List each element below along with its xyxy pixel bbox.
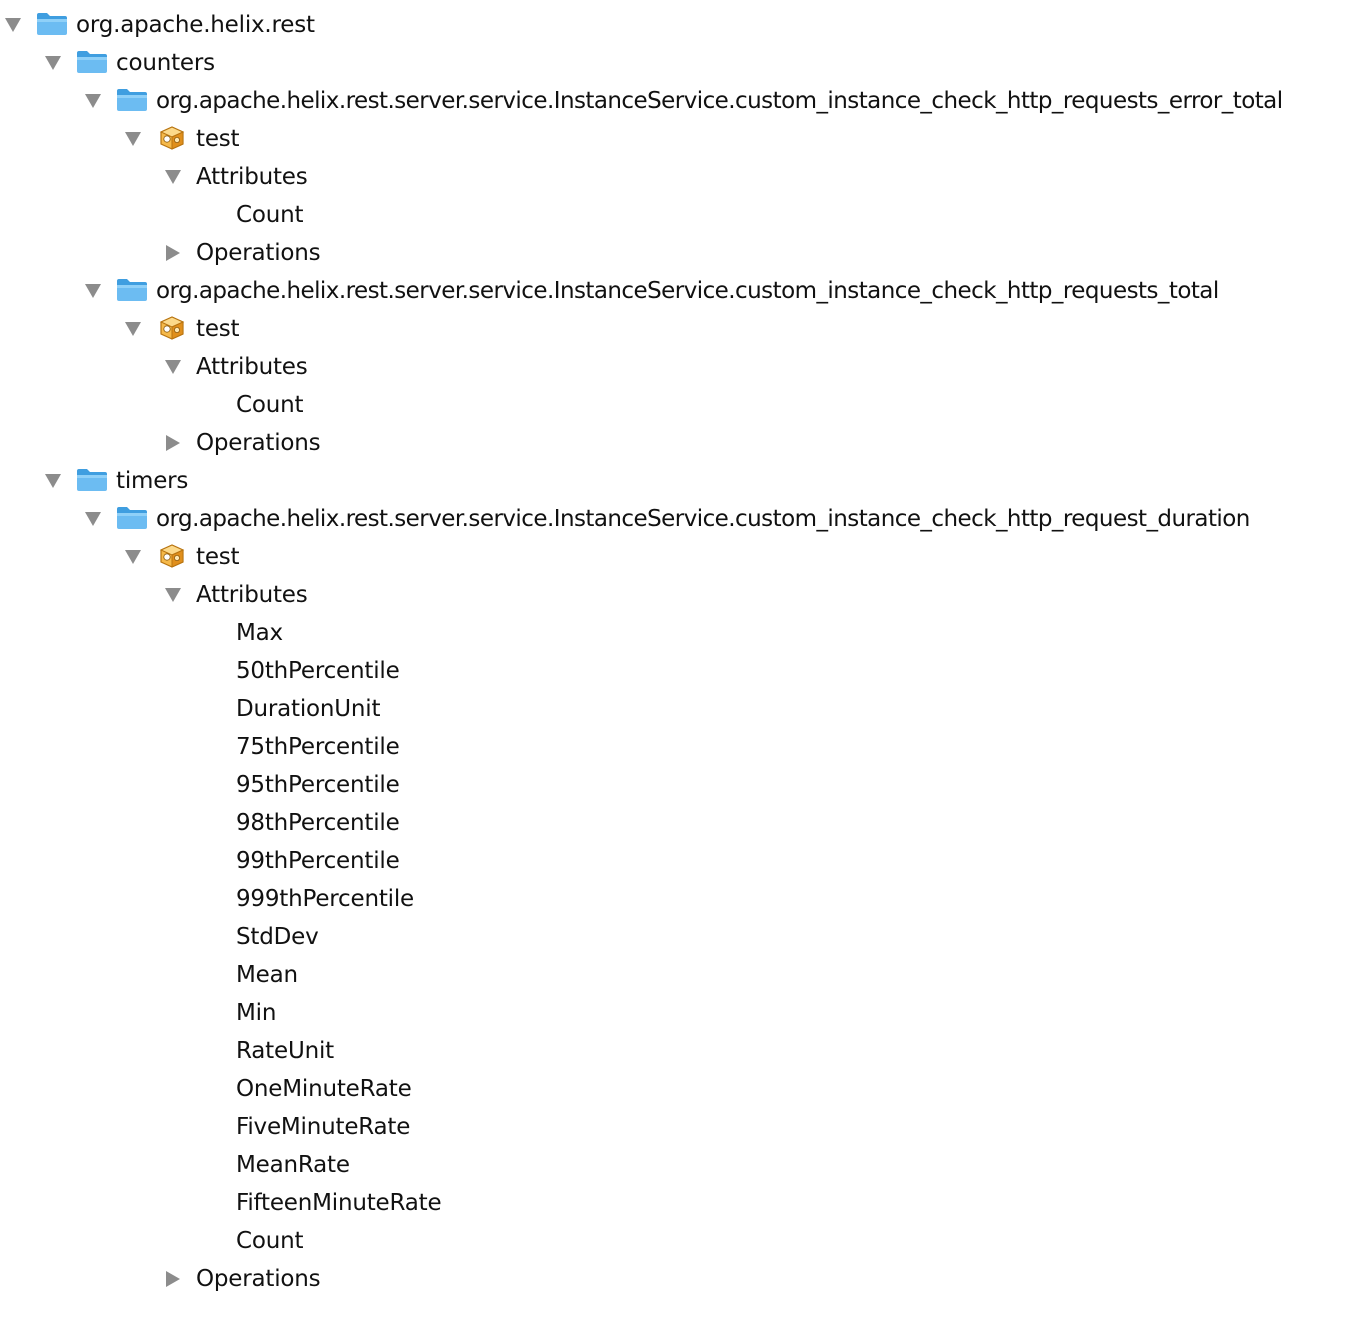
tree-node-label: org.apache.helix.rest.server.service.InstanceService.custom_instance_check_http_request_duration: [156, 506, 1250, 532]
tree-node-label: org.apache.helix.rest: [76, 12, 315, 38]
attribute-label: 999thPercentile: [236, 886, 414, 912]
tree-node-request-duration[interactable]: [0, 500, 1360, 538]
attribute-label: 95thPercentile: [236, 772, 400, 798]
tree-leaf-attribute[interactable]: [0, 766, 1360, 804]
expanded-triangle-icon[interactable]: [84, 511, 102, 527]
tree-leaf-attribute[interactable]: [0, 1222, 1360, 1260]
tree-node-bean[interactable]: [0, 120, 1360, 158]
tree-node-requests-total[interactable]: [0, 272, 1360, 310]
tree-node-label: Operations: [196, 430, 321, 456]
attribute-label: Count: [236, 202, 304, 228]
folder-icon: [36, 11, 68, 37]
tree-node-root[interactable]: [0, 6, 1360, 44]
tree-node-timers[interactable]: [0, 462, 1360, 500]
tree-node-label: Attributes: [196, 354, 308, 380]
attribute-label: MeanRate: [236, 1152, 350, 1178]
tree-leaf-attribute[interactable]: [0, 1146, 1360, 1184]
collapsed-triangle-icon[interactable]: [164, 435, 182, 451]
tree-leaf-attribute[interactable]: [0, 690, 1360, 728]
attribute-label: FiveMinuteRate: [236, 1114, 411, 1140]
mbean-cube-icon: [158, 125, 190, 151]
tree-leaf-attribute[interactable]: [0, 196, 1360, 234]
tree-node-label: Attributes: [196, 582, 308, 608]
tree-node-attributes[interactable]: [0, 348, 1360, 386]
tree-leaf-attribute[interactable]: [0, 728, 1360, 766]
tree-node-bean[interactable]: [0, 538, 1360, 576]
collapsed-triangle-icon[interactable]: [164, 245, 182, 261]
attribute-label: Count: [236, 1228, 304, 1254]
expanded-triangle-icon[interactable]: [164, 359, 182, 375]
attribute-label: FifteenMinuteRate: [236, 1190, 442, 1216]
tree-node-attributes[interactable]: [0, 576, 1360, 614]
tree-node-operations[interactable]: [0, 234, 1360, 272]
folder-icon: [116, 87, 148, 113]
folder-icon: [76, 49, 108, 75]
tree-leaf-attribute[interactable]: [0, 386, 1360, 424]
attribute-label: Max: [236, 620, 283, 646]
tree-node-label: counters: [116, 50, 215, 76]
tree-node-error-total[interactable]: [0, 82, 1360, 120]
expanded-triangle-icon[interactable]: [164, 587, 182, 603]
mbean-cube-icon: [158, 543, 190, 569]
folder-icon: [76, 467, 108, 493]
attribute-label: 98thPercentile: [236, 810, 400, 836]
attribute-label: OneMinuteRate: [236, 1076, 412, 1102]
attribute-label: StdDev: [236, 924, 319, 950]
expanded-triangle-icon[interactable]: [124, 131, 142, 147]
tree-node-label: Attributes: [196, 164, 308, 190]
tree-leaf-attribute[interactable]: [0, 652, 1360, 690]
tree-node-label: test: [196, 316, 240, 342]
tree-node-label: Operations: [196, 240, 321, 266]
tree-node-counters[interactable]: [0, 44, 1360, 82]
expanded-triangle-icon[interactable]: [124, 549, 142, 565]
tree-leaf-attribute[interactable]: [0, 994, 1360, 1032]
tree-leaf-attribute[interactable]: [0, 1070, 1360, 1108]
tree-node-operations[interactable]: [0, 424, 1360, 462]
expanded-triangle-icon[interactable]: [84, 93, 102, 109]
attribute-label: Min: [236, 1000, 277, 1026]
tree-node-label: org.apache.helix.rest.server.service.InstanceService.custom_instance_check_http_requests_total: [156, 278, 1219, 304]
tree-node-label: timers: [116, 468, 189, 494]
tree-leaf-attribute[interactable]: [0, 614, 1360, 652]
tree-node-attributes[interactable]: [0, 158, 1360, 196]
expanded-triangle-icon[interactable]: [124, 321, 142, 337]
attribute-label: 50thPercentile: [236, 658, 400, 684]
tree-leaf-attribute[interactable]: [0, 1108, 1360, 1146]
tree-node-label: test: [196, 544, 240, 570]
expanded-triangle-icon[interactable]: [44, 473, 62, 489]
tree-node-label: test: [196, 126, 240, 152]
tree-node-label: org.apache.helix.rest.server.service.InstanceService.custom_instance_check_http_requests_error_total: [156, 88, 1283, 114]
expanded-triangle-icon[interactable]: [84, 283, 102, 299]
attribute-label: Count: [236, 392, 304, 418]
tree-leaf-attribute[interactable]: [0, 842, 1360, 880]
expanded-triangle-icon[interactable]: [4, 17, 22, 33]
tree-node-label: Operations: [196, 1266, 321, 1292]
mbean-cube-icon: [158, 315, 190, 341]
tree-node-bean[interactable]: [0, 310, 1360, 348]
expanded-triangle-icon[interactable]: [164, 169, 182, 185]
tree-leaf-attribute[interactable]: [0, 1032, 1360, 1070]
attribute-label: 99thPercentile: [236, 848, 400, 874]
attribute-label: Mean: [236, 962, 298, 988]
folder-icon: [116, 277, 148, 303]
tree-leaf-attribute[interactable]: [0, 1184, 1360, 1222]
tree-leaf-attribute[interactable]: [0, 956, 1360, 994]
attribute-label: 75thPercentile: [236, 734, 400, 760]
attribute-label: RateUnit: [236, 1038, 334, 1064]
mbean-tree: [0, 6, 1360, 1298]
collapsed-triangle-icon[interactable]: [164, 1271, 182, 1287]
expanded-triangle-icon[interactable]: [44, 55, 62, 71]
folder-icon: [116, 505, 148, 531]
tree-leaf-attribute[interactable]: [0, 880, 1360, 918]
tree-leaf-attribute[interactable]: [0, 918, 1360, 956]
tree-leaf-attribute[interactable]: [0, 804, 1360, 842]
tree-node-operations[interactable]: [0, 1260, 1360, 1298]
attribute-label: DurationUnit: [236, 696, 381, 722]
